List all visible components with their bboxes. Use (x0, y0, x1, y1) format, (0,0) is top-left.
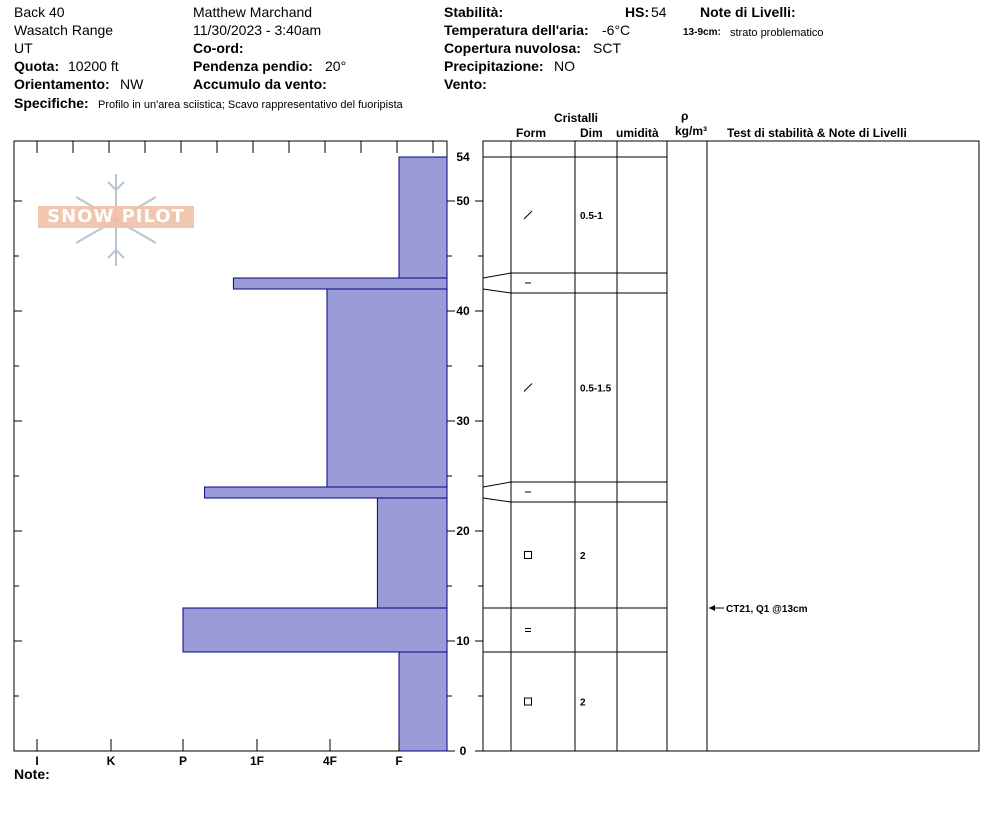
x-tick-label: K (106, 754, 116, 768)
hardness-bar (399, 652, 447, 751)
test-arrow-head (709, 605, 715, 611)
moisture-header: umidità (616, 126, 659, 140)
layer-note-text: strato problematico (730, 27, 824, 39)
logo-text: SNOW PILOT (38, 206, 194, 228)
y-tick-label: 40 (456, 304, 470, 318)
y-tick-label: 54 (456, 150, 470, 164)
y-tick-label: 50 (456, 194, 470, 208)
density-symbol: ρ (681, 109, 689, 123)
air-temp-label: Temperatura dell'aria: (444, 22, 589, 38)
location-name: Back 40 (14, 4, 65, 20)
elevation-label: Quota: (14, 58, 60, 74)
layer-notes-label: Note di Livelli: (700, 4, 796, 20)
hardness-bar (205, 487, 447, 498)
crystal-size: 2 (580, 697, 586, 709)
wind-loading-label: Accumulo da vento: (193, 76, 327, 92)
x-tick-label: F (395, 754, 403, 768)
x-tick-label: 1F (249, 754, 265, 768)
aspect-value: NW (120, 76, 144, 92)
observer-name: Matthew Marchand (193, 4, 313, 20)
crystal-panel-frame (483, 141, 979, 751)
slope-label: Pendenza pendio: (193, 58, 313, 74)
x-tick-label: I (35, 754, 39, 768)
hardness-bar (377, 498, 447, 608)
x-tick-label: P (178, 754, 188, 768)
observation-datetime: 11/30/2023 - 3:40am (193, 22, 322, 38)
layer-connector (483, 498, 511, 502)
x-tick-label: 4F (322, 754, 338, 768)
elevation-value: 10200 ft (68, 58, 119, 74)
sky-label: Copertura nuvolosa: (444, 40, 581, 56)
crystal-form-decomposed (524, 211, 532, 219)
crystal-form-facets (525, 698, 532, 705)
slope-value: 20° (325, 58, 347, 74)
layer-connector (483, 273, 511, 278)
stability-label: Stabilità: (444, 4, 504, 20)
crystal-form-facets (525, 552, 532, 559)
crystal-form-decomposed (524, 384, 532, 392)
notes-label: Note: (14, 766, 50, 782)
layer-connector (483, 482, 511, 487)
air-temp-value: -6°C (602, 22, 631, 38)
hs-value: 54 (651, 4, 667, 20)
hardness-bar (183, 608, 447, 652)
size-header: Dim (580, 126, 603, 140)
crystal-size: 0.5-1.5 (580, 383, 612, 395)
crystal-size: 2 (580, 551, 586, 562)
crystal-size: 0.5-1 (580, 211, 603, 222)
y-tick-label: 20 (456, 524, 470, 538)
stability-test-result: CT21, Q1 @13cm (726, 604, 808, 615)
precip-label: Precipitazione: (444, 58, 544, 74)
state-name: UT (14, 40, 33, 56)
aspect-label: Orientamento: (14, 76, 110, 92)
hs-label: HS: (625, 4, 650, 20)
hardness-bar (399, 157, 447, 278)
range-name: Wasatch Range (14, 22, 114, 38)
coord-label: Co-ord: (193, 40, 244, 56)
y-tick-label: 10 (456, 634, 470, 648)
hardness-bar (327, 289, 447, 487)
crystals-header: Cristalli (554, 111, 599, 125)
y-tick-label: 30 (456, 414, 470, 428)
tests-header: Test di stabilità & Note di Livelli (727, 126, 907, 140)
form-header: Form (516, 126, 546, 140)
precip-value: NO (554, 58, 575, 74)
y-tick-label: 0 (459, 744, 467, 758)
hardness-bar (233, 278, 447, 289)
specifics-value: Profilo in un'area sciistica; Scavo rappresentativo del fuoripista (98, 99, 403, 111)
layer-connector (483, 289, 511, 293)
layer-note-depth: 13-9cm: (683, 27, 721, 38)
sky-value: SCT (593, 40, 621, 56)
density-unit: kg/m³ (675, 124, 708, 138)
specifics-label: Specifiche: (14, 95, 89, 111)
wind-label: Vento: (444, 76, 487, 92)
